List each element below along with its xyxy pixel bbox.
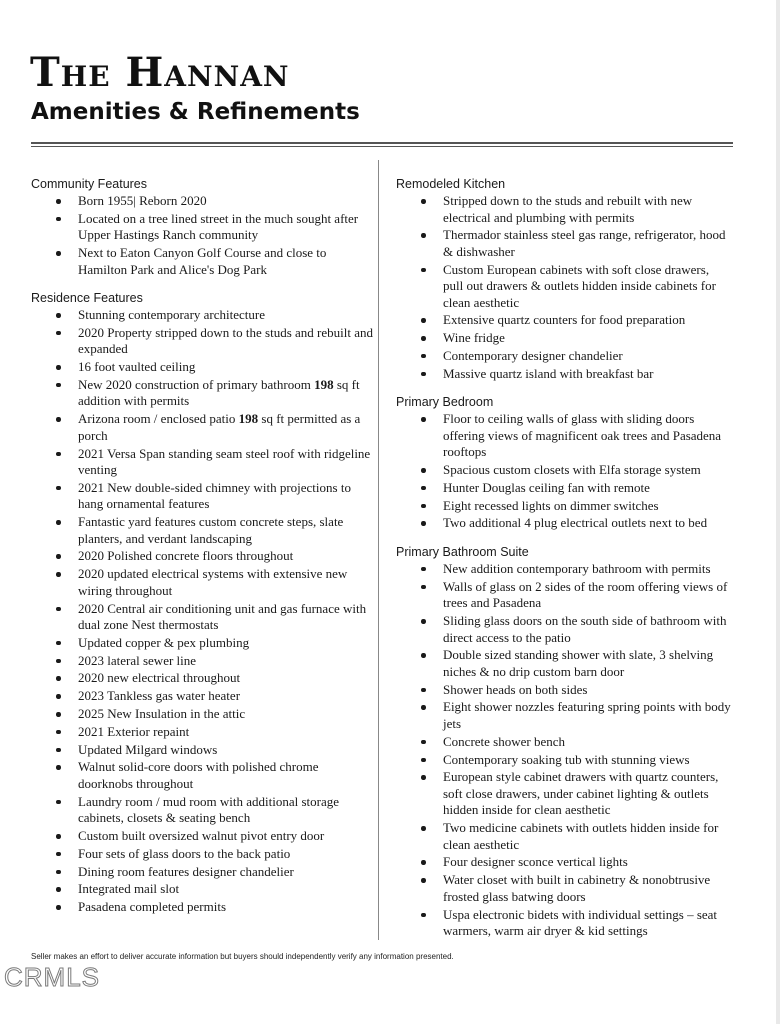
item-text: sq ft addition with permits — [78, 376, 360, 409]
list-item: Stunning contemporary architecture — [31, 307, 373, 324]
community-features-section — [31, 176, 373, 278]
residence-features-list — [31, 307, 373, 916]
list-item: Four designer sconce vertical lights — [396, 854, 731, 871]
list-item: 2021 New double-sided chimney with projections to hang ornamental features — [31, 480, 373, 513]
residence-features-section — [31, 290, 373, 916]
item-text: sq ft permitted as a porch — [78, 411, 361, 443]
list-item: 2021 Versa Span standing seam steel roof with ridgeline venting — [31, 446, 373, 479]
list-item: 2023 lateral sewer line — [31, 653, 373, 670]
primary-bathroom-section — [396, 544, 731, 940]
list-item — [31, 411, 373, 444]
list-item: Born 1955| Reborn 2020 — [31, 193, 373, 210]
list-item: Hunter Douglas ceiling fan with remote — [396, 480, 731, 497]
list-item: 2020 Central air conditioning unit and gas furnace with dual zone Nest thermostats — [31, 601, 373, 634]
list-item: Laundry room / mud room with additional storage cabinets, closets & seating bench — [31, 794, 373, 827]
list-item: Four sets of glass doors to the back patio — [31, 846, 373, 863]
list-item: Walls of glass on 2 sides of the room offering views of trees and Pasadena — [396, 579, 731, 612]
list-item: Two additional 4 plug electrical outlets next to bed — [396, 515, 731, 532]
kitchen-list — [396, 193, 731, 382]
page-subtitle: Amenities & Refinements — [31, 99, 360, 125]
list-item: Walnut solid-core doors with polished chrome doorknobs throughout — [31, 759, 373, 792]
item-text: Arizona room / enclosed patio — [78, 411, 239, 427]
list-item: Shower heads on both sides — [396, 682, 731, 699]
list-item: Extensive quartz counters for food preparation — [396, 312, 731, 329]
crmls-watermark: CRMLS — [4, 962, 101, 992]
list-item: Next to Eaton Canyon Golf Course and close to Hamilton Park and Alice's Dog Park — [31, 245, 373, 278]
list-item: Eight shower nozzles featuring spring points with body jets — [396, 699, 731, 732]
list-item: Pasadena completed permits — [31, 899, 373, 916]
disclaimer: Seller makes an effort to deliver accurate information but buyers should independently verify any information presented. — [31, 952, 454, 961]
list-item: Sliding glass doors on the south side of bathroom with direct access to the patio — [396, 613, 731, 646]
list-item: Custom European cabinets with soft close drawers, pull out drawers & outlets hidden inside cabinets for clean aesthetic — [396, 262, 731, 312]
list-item: Fantastic yard features custom concrete steps, slate planters, and verdant landscaping — [31, 514, 373, 547]
section-title: Primary Bedroom — [396, 395, 494, 410]
list-item: Uspa electronic bidets with individual settings – seat warmers, warm air dryer & kid settings — [396, 907, 731, 940]
list-item — [31, 377, 373, 410]
list-item: New addition contemporary bathroom with permits — [396, 561, 731, 578]
list-item: Eight recessed lights on dimmer switches — [396, 498, 731, 515]
list-item: 2023 Tankless gas water heater — [31, 688, 373, 705]
list-item: 16 foot vaulted ceiling — [31, 359, 373, 376]
right-column — [396, 176, 731, 952]
primary-bedroom-section — [396, 394, 731, 532]
list-item: Thermador stainless steel gas range, refrigerator, hood & dishwasher — [396, 227, 731, 260]
remodeled-kitchen-section — [396, 176, 731, 382]
column-divider — [378, 160, 379, 940]
list-item: Dining room features designer chandelier — [31, 864, 373, 881]
item-text: New 2020 construction of primary bathroom — [78, 376, 315, 392]
bold-number: 198 — [238, 411, 259, 427]
section-title: Community Features — [31, 177, 148, 191]
list-item: Floor to ceiling walls of glass with sliding doors offering views of magnificent oak trees and Pasadena rooftops — [396, 411, 731, 461]
list-item: Concrete shower bench — [396, 734, 731, 751]
list-item: Located on a tree lined street in the much sought after Upper Hastings Ranch community — [31, 211, 373, 244]
list-item: 2021 Exterior repaint — [31, 724, 373, 741]
section-title: Primary Bathroom Suite — [396, 544, 529, 559]
list-item: Stripped down to the studs and rebuilt with new electrical and plumbing with permits — [396, 193, 731, 226]
header-rule-thin — [31, 146, 733, 147]
section-title: Remodeled Kitchen — [396, 177, 506, 191]
list-item: Contemporary soaking tub with stunning views — [396, 752, 731, 769]
list-item: Custom built oversized walnut pivot entry door — [31, 828, 373, 845]
list-item: Water closet with built in cabinetry & nonobtrusive frosted glass batwing doors — [396, 872, 731, 905]
list-item: Double sized standing shower with slate, 3 shelving niches & no drip custom barn door — [396, 647, 731, 680]
community-features-list — [31, 193, 373, 278]
bedroom-list — [396, 411, 731, 532]
list-item: Updated copper & pex plumbing — [31, 635, 373, 652]
page-title: The Hannan — [30, 49, 290, 96]
list-item: Two medicine cabinets with outlets hidden inside for clean aesthetic — [396, 820, 731, 853]
left-column — [31, 176, 373, 928]
list-item: European style cabinet drawers with quartz counters, soft close drawers, under cabinet lighting & outlets hidden inside for clean aesthetic — [396, 769, 731, 819]
list-item: Wine fridge — [396, 330, 731, 347]
list-item: Contemporary designer chandelier — [396, 348, 731, 365]
list-item: Spacious custom closets with Elfa storage system — [396, 462, 731, 479]
page-edge — [776, 0, 780, 1024]
list-item: Massive quartz island with breakfast bar — [396, 366, 731, 383]
list-item: 2025 New Insulation in the attic — [31, 706, 373, 723]
list-item: 2020 Property stripped down to the studs and rebuilt and expanded — [31, 325, 373, 358]
bathroom-list — [396, 561, 731, 940]
list-item: 2020 Polished concrete floors throughout — [31, 548, 373, 565]
header-rule — [31, 142, 733, 144]
section-title: Residence Features — [31, 291, 143, 306]
list-item: 2020 updated electrical systems with extensive new wiring throughout — [31, 566, 373, 599]
list-item: Updated Milgard windows — [31, 742, 373, 759]
bold-number: 198 — [314, 376, 334, 392]
list-item: Integrated mail slot — [31, 881, 373, 898]
list-item: 2020 new electrical throughout — [31, 670, 373, 687]
